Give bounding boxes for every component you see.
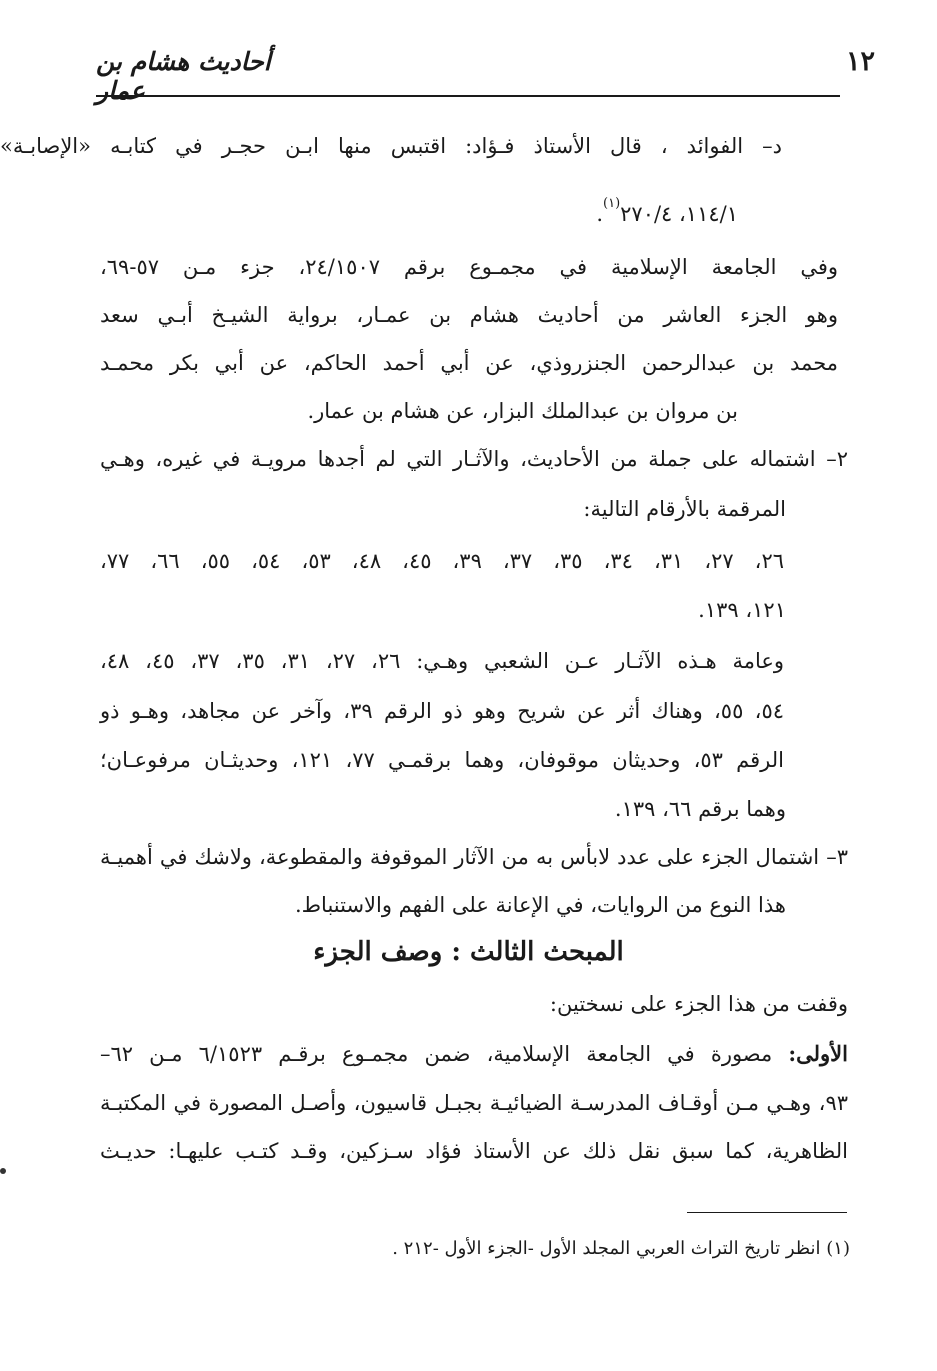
text-line: بن مروان بن عبدالملك البزار، عن هشام بن عمار. <box>307 399 738 423</box>
header-rule <box>96 95 840 97</box>
text-line: وفي الجامعة الإسلامية في مجمـوع برقم ٢٤/١٥٠٧، جزء مـن ٥٧-٦٩، <box>100 255 838 279</box>
footnote: (١) انظر تاريخ التراث العربي المجلد الأول -الجزء الأول -٢١٢ . <box>392 1238 850 1259</box>
numbers-line: ٢٦، ٢٧، ٣١، ٣٤، ٣٥، ٣٧، ٣٩، ٤٥، ٤٨، ٥٣، ٥٤، ٥٥، ٦٦، ٧٧، <box>100 549 785 573</box>
text-line: هذا النوع من الروايات، في الإعانة على الفهم والاستنباط. <box>294 893 786 917</box>
footnote-rule <box>687 1212 847 1213</box>
text-line <box>100 1033 848 1075</box>
text-line <box>0 183 738 225</box>
copy-label: الأولى: <box>788 1041 848 1066</box>
text-line: د– الفوائد ، قال الأستاذ فـؤاد: اقتبس منها ابـن حجـر في كتابـه «الإصابـة» <box>0 134 782 158</box>
text-line: وهو الجزء العاشر من أحاديث هشام بن عمـار، برواية الشيـخ أبـي سعد <box>100 303 838 327</box>
page-number: ١٢ <box>845 46 875 77</box>
text-line: محمد بن عبدالرحمن الجنزروذي، عن أبي أحمد الحاكم، عن أبي بكر محمـد <box>100 351 838 375</box>
text-line: وهما برقم ٦٦، ١٣٩. <box>614 797 786 821</box>
line-end: . <box>596 202 603 226</box>
text-line: وعامة هـذه الآثـار عـن الشعبي وهـي: ٢٦، ٢٧، ٣١، ٣٥، ٣٧، ٤٥، ٤٨، <box>100 649 785 673</box>
text-line: ٢– اشتماله على جملة من الأحاديث، والآثـار التي لم أجدها مرويـة في غيره، وهـي <box>100 447 848 471</box>
scan-edge-mark <box>0 1168 6 1174</box>
footnote-reference: (١) <box>603 196 621 211</box>
numbers-line: ١٢١، ١٣٩. <box>698 598 786 622</box>
text-line: ٥٤، ٥٥، وهناك أثر عن شريح وهو ذو الرقم ٣٩، وآخر عن مجاهد، وهـو ذو <box>100 699 784 723</box>
text-line: الظاهرية، كما سبق نقل ذلك عن الأستاذ فؤاد سـزكين، وقـد كتـب عليهـا: حديـث <box>100 1139 848 1163</box>
text-line: المرقمة بالأرقام التالية: <box>583 497 786 521</box>
text-line: وقفت من هذا الجزء على نسختين: <box>549 992 848 1016</box>
line-text: مصورة في الجامعة الإسلامية، ضمن مجمـوع برقـم ٦/١٥٢٣ مـن ٦٢– <box>100 1042 773 1066</box>
text-line: الرقم ٥٣، وحديثان موقوفان، وهما برقمـي ٧٧، ١٢١، وحديثـان مرفوعـان؛ <box>100 748 784 772</box>
line-text: ١١٤/١، ٢٧٠/٤ <box>620 202 738 226</box>
running-title: أحاديث هشام بن عمار <box>96 47 271 105</box>
section-heading: المبحث الثالث : وصف الجزء <box>313 937 624 967</box>
text-line: ٩٣، وهـي مـن أوقـاف المدرسـة الضيائيـة بجبـل قاسيون، وأصـل المصورة في المكتبـة <box>100 1091 848 1115</box>
text-line: ٣– اشتمال الجزء على عدد لابأس به من الآثار الموقوفة والمقطوعة، ولاشك في أهميـة <box>100 845 848 869</box>
